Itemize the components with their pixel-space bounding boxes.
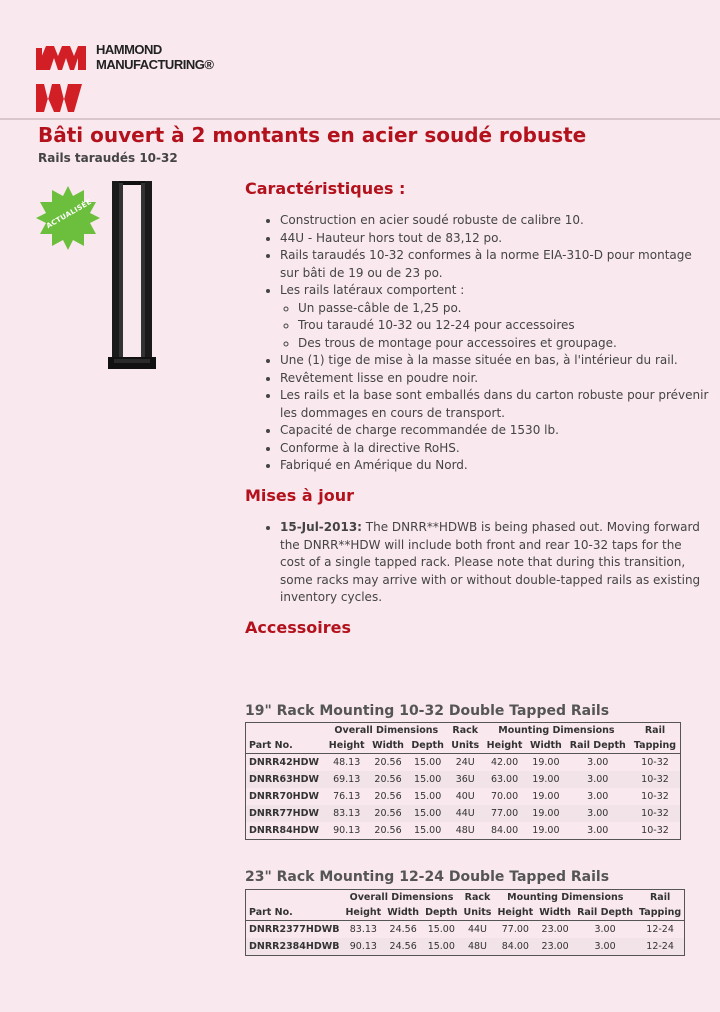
th-m-height: Height [483,738,526,754]
table-cell: 12-24 [646,924,674,935]
table-cell: 15.00 [422,938,460,956]
feature-item: • Les rails et la base sont emballés dans du carton robuste pour prévenir les dommages en cours de transport. [280,387,710,422]
table-cell: 3.00 [566,771,630,788]
table2-title: 23" Rack Mounting 12-24 Double Tapped Rails [245,869,610,885]
table-row [246,805,681,822]
table-cell: 20.56 [374,791,402,802]
features-heading: Caractéristiques : [245,179,406,198]
th-rack: Rack [464,892,491,903]
feature-subitem: ◦ Un passe-câble de 1,25 po. [298,300,710,318]
update-text: The DNRR**HDWB is being phased out. Moving forward the DNRR**HDW will include both front and rear 10-32 taps for the cost of a single tapped rack. Please note that during this transition, some racks may arrive with or without double-tapped rails as existing inventory cycles. [280,520,701,604]
table-cell: 12-24 [636,938,685,956]
part-number-link[interactable]: DNRR42HDW [249,757,320,768]
table-cell: 15.00 [427,924,455,935]
table-cell: 15.00 [414,757,442,768]
table-cell: 48U [461,938,495,956]
hammond-logo[interactable] [36,40,226,115]
table-cell: 15.00 [408,805,448,822]
th-tapping: Tapping [630,738,681,754]
table-cell: 77.00 [483,805,526,822]
th-depth: Depth [422,905,460,921]
hammond-logo-mark-icon [36,40,92,112]
feature-item: • Construction en acier soudé robuste de calibre 10. [280,212,710,230]
th-depth: Depth [408,738,448,754]
table-cell: 44U [467,924,487,935]
part-number-link[interactable]: DNRR70HDW [249,791,320,802]
table-cell: 83.13 [349,924,377,935]
table-cell: 19.00 [532,791,560,802]
table-cell: 23.00 [541,924,569,935]
feature-item: • Fabriqué en Amérique du Nord. [280,457,710,475]
feature-item: • Capacité de charge recommandée de 1530 lb. [280,422,710,440]
th-blank [246,723,325,739]
table-cell: 42.00 [490,757,519,768]
th-m-width: Width [536,905,574,921]
update-date: 15-Jul-2013: [280,520,362,534]
table-cell: 77.00 [501,924,529,935]
table-cell: 36U [448,771,483,788]
table-cell: 48U [455,825,475,836]
updates-heading: Mises à jour [245,486,354,505]
th-width: Width [384,905,422,921]
table-cell: 15.00 [414,825,442,836]
part-number-link[interactable]: DNRR2377HDWB [249,924,340,935]
features-list [262,212,710,475]
table-cell: 19.00 [526,771,565,788]
th-part: Part No. [246,738,325,754]
table-cell: 23.00 [536,938,574,956]
table-row [246,921,685,939]
table-row [246,822,681,840]
feature-item: • 44U - Hauteur hors tout de 83,12 po. [280,230,710,248]
th-units: Units [461,905,495,921]
table1-body [246,754,681,840]
feature-item: • Une (1) tige de mise à la masse située en bas, à l'intérieur du rail. [280,352,710,370]
table-cell: 24.56 [389,924,417,935]
table-cell: 19.00 [532,825,560,836]
th-rail-depth: Rail Depth [574,905,636,921]
table1 [245,722,681,840]
table-cell: 3.00 [587,791,609,802]
th-rail: Rail [644,725,666,736]
table-cell: 24.56 [384,938,422,956]
table-cell: 3.00 [566,805,630,822]
table-cell: 70.00 [490,791,519,802]
badge-label: ACTUALISÉE [44,197,94,231]
updates-list [262,519,710,607]
th-part: Part No. [246,905,343,921]
th-blank [246,890,343,906]
feature-item [280,282,710,352]
th-width: Width [368,738,407,754]
table-row [246,938,685,956]
feature-subitem: ◦ Des trous de montage pour accessoires et groupage. [298,335,710,353]
table-cell: 20.56 [374,757,402,768]
header-divider [0,118,720,120]
feature-sublist [280,300,710,353]
th-mounting: Mounting Dimensions [507,892,624,903]
table-cell: 20.56 [368,805,407,822]
part-number-link[interactable]: DNRR77HDW [246,805,325,822]
table-cell: 90.13 [333,825,361,836]
table-cell: 20.56 [368,771,407,788]
table-cell: 19.00 [532,757,560,768]
part-number-link[interactable]: DNRR2384HDWB [246,938,343,956]
table-row [246,754,681,772]
table-cell: 20.56 [374,825,402,836]
table-cell: 3.00 [574,938,636,956]
table-cell: 15.00 [414,791,442,802]
th-m-height: Height [494,905,536,921]
th-rail: Rail [649,892,671,903]
table-cell: 63.00 [483,771,526,788]
table-row [246,771,681,788]
table2-body [246,921,685,956]
th-overall: Overall Dimensions [334,725,439,736]
table-cell: 3.00 [587,757,609,768]
th-overall: Overall Dimensions [349,892,454,903]
table-cell: 19.00 [526,805,565,822]
feature-item: • Conforme à la directive RoHS. [280,440,710,458]
page-subtitle: Rails taraudés 10-32 [38,151,178,165]
th-units: Units [448,738,483,754]
table-cell: 10-32 [641,791,669,802]
table-cell: 69.13 [325,771,368,788]
table-cell: 84.00 [494,938,536,956]
feature-item: • Revêtement lisse en poudre noir. [280,370,710,388]
table-cell: 15.00 [408,771,448,788]
table2 [245,889,685,956]
th-rack: Rack [452,725,479,736]
table-cell: 10-32 [641,825,669,836]
table-cell: 83.13 [325,805,368,822]
table-cell: 24U [455,757,475,768]
table-cell: 3.00 [594,924,616,935]
th-tapping: Tapping [636,905,685,921]
table-cell: 40U [455,791,475,802]
table-cell: 48.13 [333,757,361,768]
page-title: Bâti ouvert à 2 montants en acier soudé robuste [38,123,587,147]
table-cell: 44U [448,805,483,822]
logo-line-1: HAMMOND [96,42,162,57]
th-rail-depth: Rail Depth [566,738,630,754]
table-cell: 84.00 [490,825,519,836]
accessories-heading: Accessoires [245,618,351,637]
table-cell: 90.13 [342,938,384,956]
table1-title: 19" Rack Mounting 10-32 Double Tapped Rails [245,703,610,719]
th-mounting: Mounting Dimensions [498,725,615,736]
part-number-link[interactable]: DNRR84HDW [249,825,320,836]
rack-product-image [108,181,156,371]
feature-subitem: ◦ Trou taraudé 10-32 ou 12-24 pour accessoires [298,317,710,335]
table-cell: 10-32 [641,757,669,768]
update-item [280,519,710,607]
table-cell: 10-32 [630,771,681,788]
th-height: Height [342,905,384,921]
feature-item: • Rails taraudés 10-32 conformes à la norme EIA-310-D pour montage sur bâti de 19 ou de 23 po. [280,247,710,282]
table-cell: 3.00 [587,825,609,836]
table-cell: 10-32 [630,805,681,822]
logo-line-2: MANUFACTURING® [96,57,214,72]
feature-item-text: Les rails latéraux comportent : [280,283,465,297]
table-row [246,788,681,805]
th-m-width: Width [526,738,565,754]
table-cell: 76.13 [333,791,361,802]
th-height: Height [325,738,368,754]
part-number-link[interactable]: DNRR63HDW [246,771,325,788]
